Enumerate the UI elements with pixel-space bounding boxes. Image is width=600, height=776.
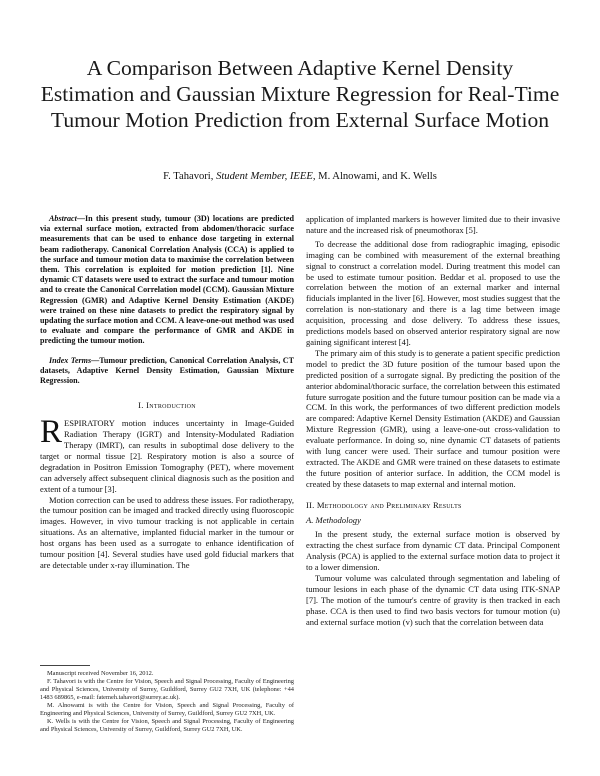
subsection-heading-methodology: A. Methodology: [306, 514, 361, 525]
footnote-rule: [40, 665, 90, 666]
footnote-received: Manuscript received November 16, 2012.: [47, 670, 154, 677]
author-others: M. Alnowami, and K. Wells: [318, 171, 437, 182]
methods-paragraph-2: Tumour volume was calculated through segmentation and labeling of tumour lesions in each phase of the dynamic CT data using ITK-SNAP [7]. The motion of the tumour's centre of gravity is then tracked in each phase. CCA is then used to find two basis vectors for tumour motion (u) and external surface motion (v) such that the correlation between data: [306, 573, 560, 627]
abstract-text: In this present study, tumour (3D) locations are predicted via external surface motion, extracted from abdomen/thoracic surface measurements that can be used to enhance dose targeting in external beam radiotherapy. Canonical Correlation Analysis (CCA) is applied to the surface and tumour motion data to maximise the correlation between them. This correlation is exploited for motion prediction [1]. Nine dynamic CT datasets were used to extract the surface and tumour motion and to create the Canonical Correlation model (CCM). Gaussian Mixture Regression (GMR) and Adaptive Kernel Density Estimation (AKDE) were trained on these nine datasets to predict the respiratory signal by updating the surface motion and CCM. A leave-one-out method was used to evaluate and compare the performance of GMR and AKDE in predicting the tumour motion.: [40, 214, 294, 346]
right-paragraph-1: application of implanted markers is however limited due to their invasive nature and the increased risk of pneumothorax [5].: [306, 214, 560, 235]
right-paragraph-2: To decrease the additional dose from radiographic imaging, episodic imaging can be combined with measurement of the external breathing signal to construct a correlation model. During treatment this model can be used to estimate tumour position. Beddar et al. proposed to use the correlation between the motion of an external marker and internal fiducials implanted in the liver [6]. However, most studies suggest that the correlation is non-stationary and there is a lag time between image acquisition, processing and dose delivery. To address these issues, predictions models based on observed anterior respiratory signal are now gaining significant interest [4].: [306, 238, 560, 347]
right-paragraph-3: The primary aim of this study is to generate a patient specific prediction model to predict the 3D future position of the tumour based upon the predicted position of a surrogate signal. By predicting the position of the anterior abdominal/thoracic surface, the correlation between this estimated future surrogate position and the future tumour position can be made via a CCM. In this work, the performances of two different prediction models are compared: Adaptive Kernel Density Estimation (AKDE) and Gaussian Mixture Regression (GMR), using a leave-one-out cross-validation to evaluate performance. In doing so, nine dynamic CT datasets of patients with lung cancer were used. Their surface and tumour position were extracted. The AKDE and GMR were trained on these datasets to estimate the future position of anterior surface. In addition, the CCM model is created by these datasets to map external and internal motion.: [306, 347, 561, 489]
section-heading-introduction: I. Introduction: [138, 400, 196, 411]
index-terms: [40, 356, 294, 387]
drop-cap: R: [40, 414, 63, 451]
left-column: [40, 214, 294, 571]
author-line: [40, 170, 560, 183]
author-tahavori-membership: Student Member, IEEE,: [216, 171, 316, 182]
intro-paragraph-2: Motion correction can be used to address these issues. For radiotherapy, the tumour position can be imaged and tracked directly using fluoroscopic images. However, in vivo tumour tracking is not applicable in certain situations. As an alternative, implanted fiducial marker in the tumour or host organs has been used as a surrogate to enhance identification of tumour position [4]. Several studies have used gold fiducial markers that are detectable under x-ray illumination. The: [40, 494, 294, 570]
paper-title: A Comparison Between Adaptive Kernel Density Estimation and Gaussian Mixture Regression for Real-Time Tumour Motion Prediction from External Surface Motion: [40, 56, 560, 132]
right-column: [306, 214, 560, 628]
abstract-label: Abstract: [49, 214, 77, 223]
index-terms-text: Tumour prediction, Canonical Correlation Analysis, CT datasets, Adaptive Kernel Density Estimation, Gaussian Mixture Regression.: [40, 355, 295, 386]
abstract-dash: —: [76, 214, 85, 223]
intro-first-word: ESPIRATORY: [64, 418, 115, 429]
methods-paragraph-1: In the present study, the external surface motion is observed by extracting the chest surface from dynamic CT data. Principal Component Analysis (PCA) is applied to the external surface motion data to project it to a lower dimension.: [306, 529, 560, 573]
abstract: [40, 214, 294, 347]
author-tahavori: F. Tahavori,: [163, 171, 214, 182]
index-terms-dash: —: [91, 355, 100, 365]
index-terms-label: Index Terms: [49, 355, 92, 365]
intro-paragraph-1-text: motion induces uncertainty in Image-Guided Radiation Therapy (IGRT) and Intensity-Modulated Radiation Therapy (IMRT), can results in suboptimal dose delivery to the target or normal tissue [2]. Respiratory motion is also a source of degradation in Positron Emission Tomography (PET), where movement can adversely affect subsequent clinical diagnosis such as the position and extent of a tumour [3].: [40, 418, 294, 494]
intro-paragraph-1: [40, 414, 294, 494]
footnote-alnowami: M. Alnowami is with the Centre for Vision, Speech and Signal Processing, Faculty of Engineering and Physical Sciences, University of Surrey, Guildford, Surrey GU2 7XH, UK.: [40, 702, 294, 718]
footnote-wells: K. Wells is with the Centre for Vision, Speech and Signal Processing, Faculty of Engineering and Physical Sciences, University of Surrey, Guildford, Surrey GU2 7XH, UK.: [40, 718, 294, 734]
footnote-tahavori: F. Tahavori is with the Centre for Vision, Speech and Signal Processing, Faculty of Engineering and Physical Sciences, University of Surrey, Guildford, Surrey GU2 7XH, UK (telephone: +44 1483 689865, e-mail: fatemeh.tahavori@surrey.ac.uk).: [40, 678, 294, 702]
section-heading-methodology: II. Methodology and Preliminary Results: [306, 499, 462, 510]
footnotes: [40, 665, 294, 734]
